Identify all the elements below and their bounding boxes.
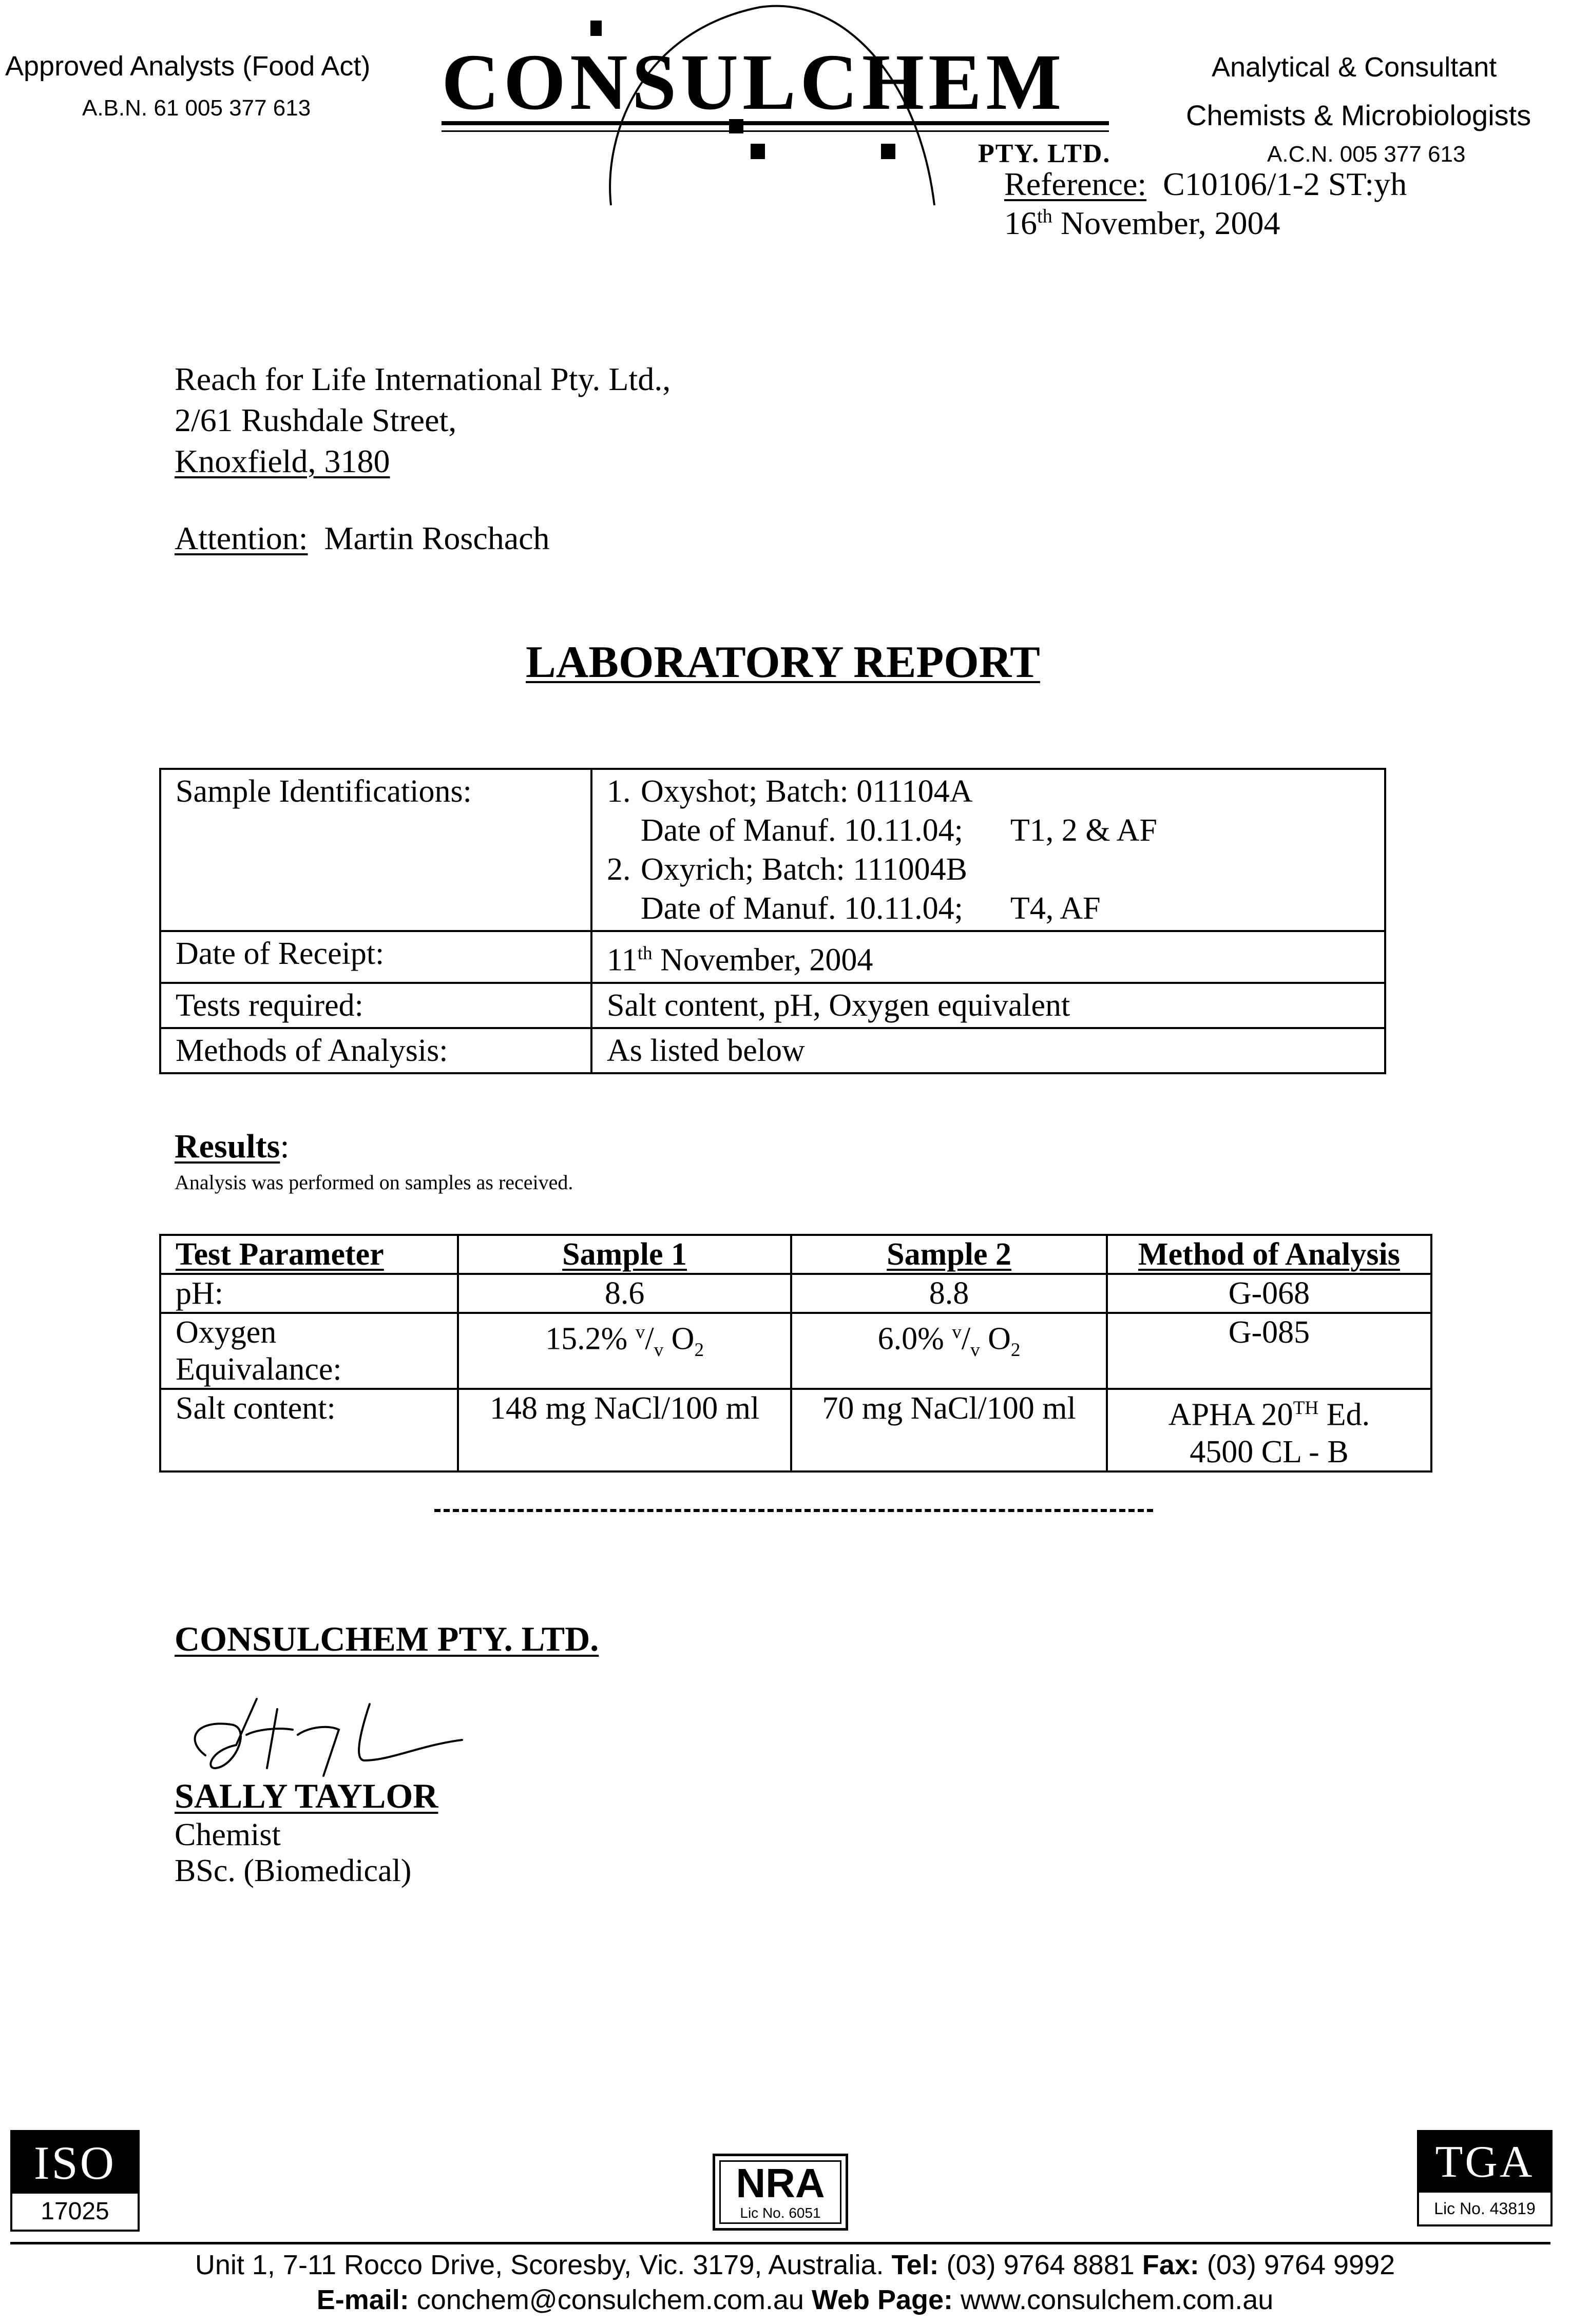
chemists-microbiologists-text: Chemists & Microbiologists <box>1186 99 1531 131</box>
table-cell: APHA 20TH Ed. 4500 CL - B <box>1107 1389 1431 1471</box>
approved-analysts-text: Approved Analysts (Food Act) <box>5 51 371 82</box>
table-row <box>160 1274 1431 1313</box>
table-row <box>160 1313 1431 1389</box>
attention-label: Attention: <box>175 520 308 556</box>
footer-address-line: Unit 1, 7-11 Rocco Drive, Scoresby, Vic. 3179, Australia. Tel: (03) 9764 8881 Fax: (03) 9764 9992 <box>195 2250 1395 2280</box>
table-cell: 70 mg NaCl/100 ml <box>791 1389 1107 1471</box>
tests-label: Tests required: <box>160 983 591 1028</box>
report-date: 16th November, 2004 <box>1004 205 1280 241</box>
table-row <box>160 1389 1431 1471</box>
methods-label: Methods of Analysis: <box>160 1028 591 1073</box>
attention-line <box>175 519 550 557</box>
column-header: Sample 1 <box>458 1235 791 1274</box>
sample-id-label: Sample Identifications: <box>160 769 591 931</box>
table-header-row <box>160 1235 1431 1274</box>
results-table <box>159 1234 1432 1473</box>
table-cell: 8.6 <box>458 1274 791 1313</box>
brand-pty-ltd: PTY. LTD. <box>978 139 1111 168</box>
list-item: 2. Oxyrich; Batch: 111004B Date of Manuf. 10.11.04; T4, AF <box>607 852 1101 926</box>
web-link[interactable]: www.consulchem.com.au <box>953 2284 1274 2315</box>
recipient-street: 2/61 Rushdale Street, <box>175 402 457 438</box>
table-cell: 148 mg NaCl/100 ml <box>458 1389 791 1471</box>
results-heading: Results: <box>175 1128 290 1165</box>
methods-value: As listed below <box>591 1028 1385 1073</box>
table-cell: pH: <box>160 1274 458 1313</box>
table-row <box>160 983 1385 1028</box>
receipt-label: Date of Receipt: <box>160 931 591 983</box>
column-header: Test Parameter <box>160 1235 458 1274</box>
footer-rule <box>10 2242 1550 2244</box>
reference-value: C10106/1-2 ST:yh <box>1163 166 1407 202</box>
signature-graphic <box>175 1678 493 1781</box>
reference-label: Reference: <box>1004 166 1147 202</box>
table-cell: 15.2% $^v/_v$ $O_2$ <box>458 1313 791 1389</box>
signoff-company: CONSULCHEM PTY. LTD. <box>175 1619 599 1658</box>
recipient-company: Reach for Life International Pty. Ltd., <box>175 361 671 397</box>
nra-badge: NRA Lic No. 6051 <box>713 2154 848 2231</box>
table-cell: G-068 <box>1107 1274 1431 1313</box>
signer-name: SALLY TAYLOR <box>175 1776 438 1815</box>
receipt-value: 11th November, 2004 <box>591 931 1385 983</box>
table-cell: Oxygen Equivalance: <box>160 1313 458 1389</box>
sample-info-table <box>159 768 1386 1074</box>
table-row <box>160 1028 1385 1073</box>
iso-badge: ISO 17025 <box>10 2130 140 2232</box>
section-divider <box>434 1509 1153 1512</box>
column-header: Method of Analysis <box>1107 1235 1431 1274</box>
report-title: LABORATORY REPORT <box>526 637 1040 687</box>
brand-wordmark: CONSULCHEM <box>442 37 1066 126</box>
table-cell: G-085 <box>1107 1313 1431 1389</box>
list-item: 1. Oxyshot; Batch: 011104A Date of Manuf. 10.11.04; T1, 2 & AF <box>607 774 1157 848</box>
email-link[interactable]: conchem@consulchem.com.au <box>409 2284 812 2315</box>
tga-badge: TGA Lic No. 43819 <box>1417 2130 1553 2226</box>
table-row <box>160 769 1385 931</box>
reference-line <box>1004 165 1407 203</box>
attention-name: Martin Roschach <box>324 520 550 556</box>
sample-id-list <box>591 769 1385 931</box>
recipient-suburb: Knoxfield, 3180 <box>175 443 390 479</box>
tests-value: Salt content, pH, Oxygen equivalent <box>591 983 1385 1028</box>
analytical-consultant-text: Analytical & Consultant <box>1212 52 1497 83</box>
table-cell: 8.8 <box>791 1274 1107 1313</box>
column-header: Sample 2 <box>791 1235 1107 1274</box>
footer-contact-line: E-mail: conchem@consulchem.com.au Web Page: www.consulchem.com.au <box>316 2284 1274 2315</box>
table-row <box>160 931 1385 983</box>
acn-text: A.C.N. 005 377 613 <box>1267 142 1466 167</box>
results-note: Analysis was performed on samples as received. <box>175 1171 573 1194</box>
signer-role: Chemist <box>175 1817 281 1852</box>
abn-text: A.B.N. 61 005 377 613 <box>82 95 311 121</box>
signer-degree: BSc. (Biomedical) <box>175 1853 412 1888</box>
table-cell: 6.0% $^v/_v$ $O_2$ <box>791 1313 1107 1389</box>
table-cell: Salt content: <box>160 1389 458 1471</box>
